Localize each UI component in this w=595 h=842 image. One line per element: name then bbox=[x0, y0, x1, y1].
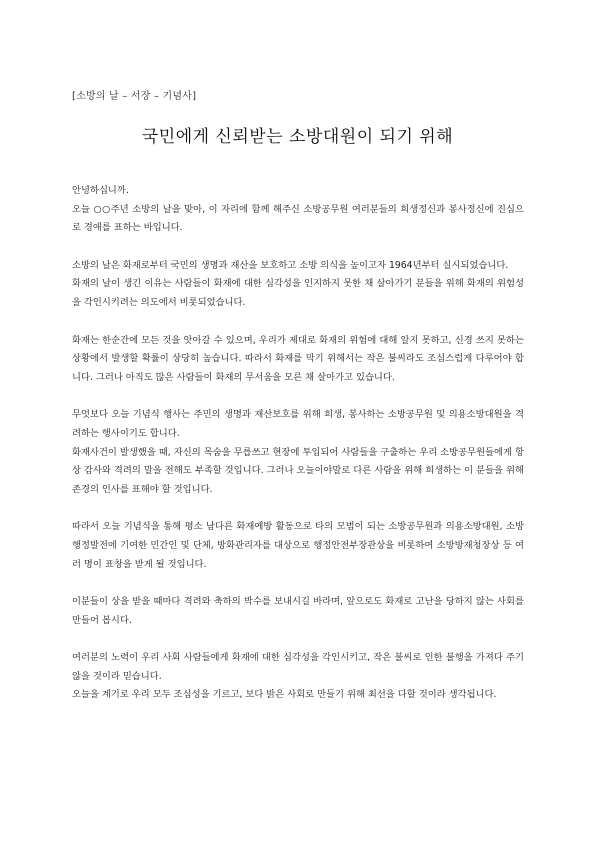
document-header-tag: [소방의 날 – 서장 – 기념사] bbox=[72, 91, 197, 102]
paragraph: 오늘 ○○주년 소방의 날을 맞아, 이 자리에 함께 해주신 소방공무원 여러분들의 희생정신과 봉사정신에 진심으로 경애를 표하는 바입니다. bbox=[72, 203, 524, 234]
paragraph: 화재사건이 발생했을 때, 자신의 목숨을 무릅쓰고 현장에 투입되어 사람들을 구출하는 우리 소방공무원들에게 항상 감사와 격려의 말을 전해도 부족할 것입니다. 그러나 오늘이야말로 다른 사람을 위해 희생하는 이 분들을 위해 존경의 인사를 표해야 할 것입니다. bbox=[72, 446, 524, 495]
paragraph: 화재는 한순간에 모든 것을 앗아갈 수 있으며, 우리가 제대로 화재의 위험에 대해 알지 못하고, 신경 쓰지 못하는 상황에서 발생할 확률이 상당히 높습니다. 따라서 화재를 막기 위해서는 작은 불씨라도 조심스럽게 다루어야 합니다. 그러나 아직도 많은 사람들이 화재의 무서움을 모른 채 살아가고 있습니다. bbox=[72, 334, 524, 383]
paragraph: 이분들이 상을 받을 때마다 격려와 축하의 박수를 보내시길 바라며, 앞으로도 화재로 고난을 당하지 않는 사회를 만들어 봅시다. bbox=[72, 596, 524, 626]
document-title: 국민에게 신뢰받는 소방대원이 되기 위해 bbox=[141, 127, 454, 147]
paragraph: 화재의 날이 생긴 이유는 사람들이 화재에 대한 심각성을 인지하지 못한 채 살아가기 분들을 위해 화재의 위험성을 각인시키려는 의도에서 비롯되었습니다. bbox=[72, 278, 524, 308]
paragraph-closing: 오늘을 계기로 우리 모두 조심성을 기르고, 보다 밝은 사회로 만들기 위해 최선을 다할 것이라 생각됩니다. bbox=[72, 689, 497, 701]
paragraph: 여러분의 노력이 우리 사회 사람들에게 화재에 대한 심각성을 각인시키고, 작은 불씨로 인한 불행을 가져다 주기 않을 것이라 믿습니다. bbox=[72, 652, 524, 682]
document-body bbox=[72, 182, 524, 705]
paragraph: 따라서 오늘 기념식을 통해 평소 남다른 화재예방 활동으로 타의 모범이 되는 소방공무원과 의용소방대원, 소방행정발전에 기여한 민간인 및 단체, 방화관리자를 대상으로 행정안전부장관상을 비롯하여 소방방재청장상 등 여러 명이 표창을 받게 될 것입니다. bbox=[72, 521, 524, 570]
paragraph: 무엇보다 오늘 기념식 행사는 주민의 생명과 재산보호를 위해 희생, 봉사하는 소방공무원 및 의용소방대원을 격려하는 행사이기도 합니다. bbox=[72, 409, 524, 439]
paragraph-greeting: 안녕하십니까. bbox=[72, 185, 129, 196]
paragraph: 소방의 날은 화재로부터 국민의 생명과 재산을 보호하고 소방 의식을 높이고자 1964년부터 실시되었습니다. bbox=[72, 259, 509, 271]
